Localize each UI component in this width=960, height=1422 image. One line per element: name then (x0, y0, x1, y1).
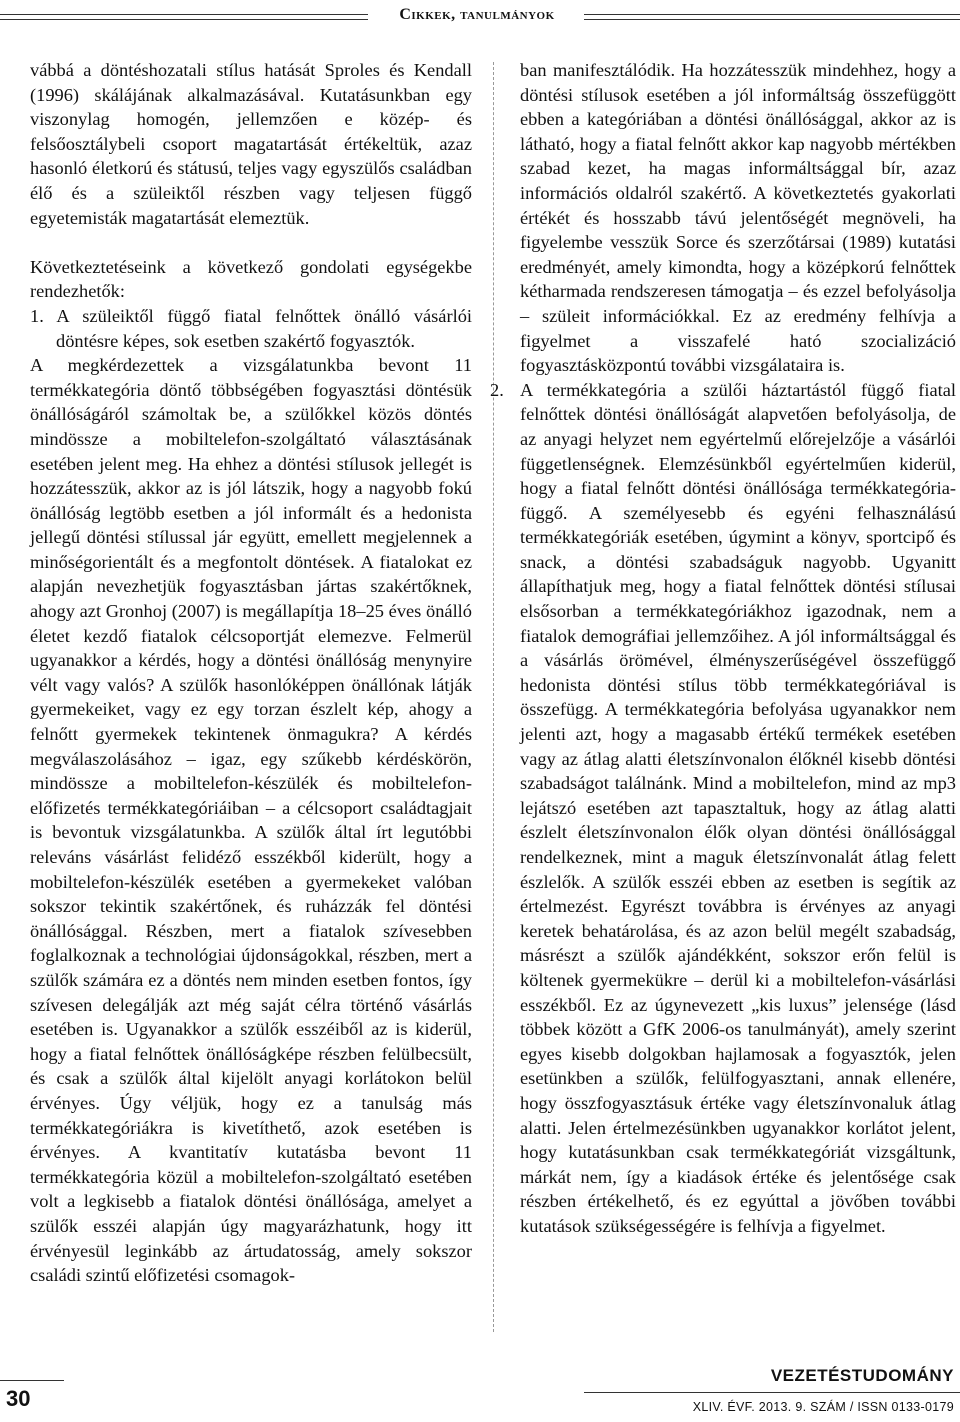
header-rule-left (0, 14, 368, 20)
left-paragraph-1: vábbá a döntéshozatali stílus hatását Sproles és Kendall (1996) skálájának alkalmazásával. Kutatásunkban egy viszonylag homogén, jellemzően e közép- és felsőosztálybeli csoport magatartását értékeltük, azaz hasonló életkorú és státusú, teljes vagy egyszülős családban élő és a szüleiktől részben vagy teljesen függő egyetemisták magatartását elemeztük. (30, 60, 472, 228)
conclusion-2-number: 2. (490, 379, 504, 400)
conclusion-2 (490, 378, 956, 1239)
page-number: 30 (6, 1386, 31, 1411)
column-divider (493, 62, 494, 1332)
conclusion-1-heading: 1. A szüleiktől függő fiatal felnőttek önálló vásárlói döntésre képes, sok esetben szakértő fogyasztók. (30, 305, 472, 351)
right-paragraph-1: ban manifesztálódik. Ha hozzátesszük mindehhez, hogy a döntési stílusok esetében a jól informáltság összefüggött ebben a kategóriában a döntési önállósággal, akkor az is látható, hogy a fiatal felnőtt akkor kap nagyobb mértékben szabad kezet, ha magas informáltsággal bír, azaz információs oldalról szakértő. A következtetés gyakorlati értékét és hosszabb távú jelentőségét megnöveli, ha figyelembe vesszük Sorce és szerzőtársai (1989) kutatási eredményét, amely kimondta, hogy a középkorú felnőttek kétharmada rendszeresen támogatja – és ezzel befolyásolja – szüleit információkkal. Ez az eredmény felhívja a figyelmet a visszafelé ható szocializáció fogyasztásközpontú további vizsgálataira is. (520, 60, 956, 376)
journal-name: VEZETÉSTUDOMÁNY (770, 1366, 954, 1385)
section-title: Cikkek, tanulmányok (399, 6, 555, 23)
right-column (490, 58, 956, 1239)
issue-info: XLIV. ÉVF. 2013. 9. SZÁM / ISSN 0133-0179 (692, 1400, 954, 1414)
left-paragraph-2: Következtetéseink a következő gondolati egységekbe rendezhetők: (30, 256, 472, 302)
left-column (30, 58, 472, 1288)
running-header (0, 6, 960, 24)
header-rule-right (584, 14, 960, 20)
footer-rule-left (0, 1380, 64, 1381)
conclusion-2-body: A termékkategória a szülői háztartástól függő fiatal felnőttek döntési önállóságát alapvetően befolyásolja, de az anyagi helyzet nem egyértelmű előrejelzője a vásárlói függetlenségnek. Elemzésünkből egyértelműen kiderül, hogy a fiatal felnőtt döntési önállósága termékkategória-függő. A személyesebb és egyéni felhasználású termékkategóriák esetében, úgymint a könyv, sportcipő és snack, a döntési szabadságuk nagyobb. Ugyanitt állapíthatjuk meg, hogy a fiatal felnőttek döntési stílusai elsősorban a termékkategóriákhoz igazodnak, nem a fiatalok demográfiai jellemzőihez. A jól informáltsággal és a vásárlás örömével, élményszerűségével összefüggő hedonista döntési stílus több termékkategóriával is összefügg. A termékkategória befolyása ugyanakkor nem jelenti azt, hogy a magasabb értékű termékek esetében vagy az átlag alatti életszínvonalon élőknél kisebb döntési szabadságot találnánk. Mind a mobiltelefon, mind az mp3 lejátszó esetében azt tapasztaltuk, hogy az átlag alatti észlelt életszínvonalon élők olyan döntési önállósággal rendelkeznek, mint a maguk életszínvonalát átlag felett észlelők. A szülők esszéi ebben az esetben is segítik az értelmezést. Egyrészt továbbra is érvényes az anyagi keretek behatárolása, és az azon belül megélt szabadság, másrészt a szülők ajándékként, sokszor erőn felül is költenek gyermekükre – derül ki a mobiltelefon-vásárlási esszékből. Ez az úgynevezett „kis luxus” jelensége (lásd többek között a GfK 2006-os tanulmányát), amely szerint egyes kisebb dolgokban hajlamosak a fogyasztók, jelen esetünkben a szülők, felülfogyasztani, annak ellenére, hogy összfogyasztásuk értéke vagy életszínvonaluk átlag alatti. Jelen értelmezésünkben ugyanakkor korlátot jelent, hogy kutatásunkban csak termékkategóriát vizsgáltunk, márkát nem, így a kiadások értéke és jelentősége csak részben értékelhető, és ez egyúttal a jövőben további kutatások szükségességére is felhívja a figyelmet. (520, 379, 956, 1236)
footer-rule-right (584, 1392, 960, 1393)
conclusion-1-body: A megkérdezettek a vizsgálatunkba bevont 11 termékkategória döntő többségében fogyasztási döntésük önállóságáról számoltak be, a szülőkkel közös döntés mindössze a mobiltelefon-szolgáltató választásának esetében jelent meg. Ha ehhez a döntési stílusok jellegét is hozzátesszük, akkor az is jól látszik, hogy a nagyobb fokú önállóság legtöbb esetben a jól informált és a hedonista jellegű döntési stílussal jár együtt, emellett megjelennek a minőségorientált és a megfontolt döntések. A fiatalokat ez alapján nevezhetjük fogyasztásban jártas szakértőknek, ahogy azt Gronhoj (2007) is megállapítja 18–25 éves önálló életet kezdő fiatalok célcsoportját elemezve. Felmerül ugyanakkor a kérdés, hogy a döntési önállóság menynyire vélt vagy valós? A szülők hasonlóképpen önállónak látják gyermekeiket, vagy ez egy torzan észlelt kép, ahogy a felnőtt gyermekek tekintenek önmagukra? A kérdés megválaszolásához – igaz, egy szűkebb kérdéskörön, mindössze a mobiltelefon-készülék és mobiltelefon-előfizetés termékkategóriáiban – a célcsoport családtagjait is bevontuk vizsgálatunkba. A szülők által írt legutóbbi releváns vásárlást felidéző esszékből kiderült, hogy a mobiltelefon-készülék esetében a gyermekeket valóban sokszor tekintik szakértőnek, és ruházzák fel döntési önállósággal. Részben, mert a fiatalok szívesebben foglalkoznak a technológiai újdonságokkal, részben, mert a szülők számára ez a döntés nem minden esetben fontos, így szívesen delegálják azt még saját célra történő vásárlás esetében is. Ugyanakkor a szülők esszéiből az is kiderül, hogy a fiatal felnőttek önállóságképe részben felülbecsült, és csak a szülők által kijelölt anyagi korlátokon belül érvényes. Úgy véljük, hogy ez a tanulság más termékkategóriákra is kivetíthető, azok esetében is érvényes. A kvantitatív kutatásba bevont 11 termékkategória közül a mobiltelefon-szolgáltató esetében volt a legkisebb a fiatalok döntési önállósága, amelyet a szülők esszéi alapján úgy magyarázhatunk, hogy itt érvényesül leginkább az ártudatosság, amely sokszor családi szintű előfizetési csomagok- (30, 355, 472, 1286)
